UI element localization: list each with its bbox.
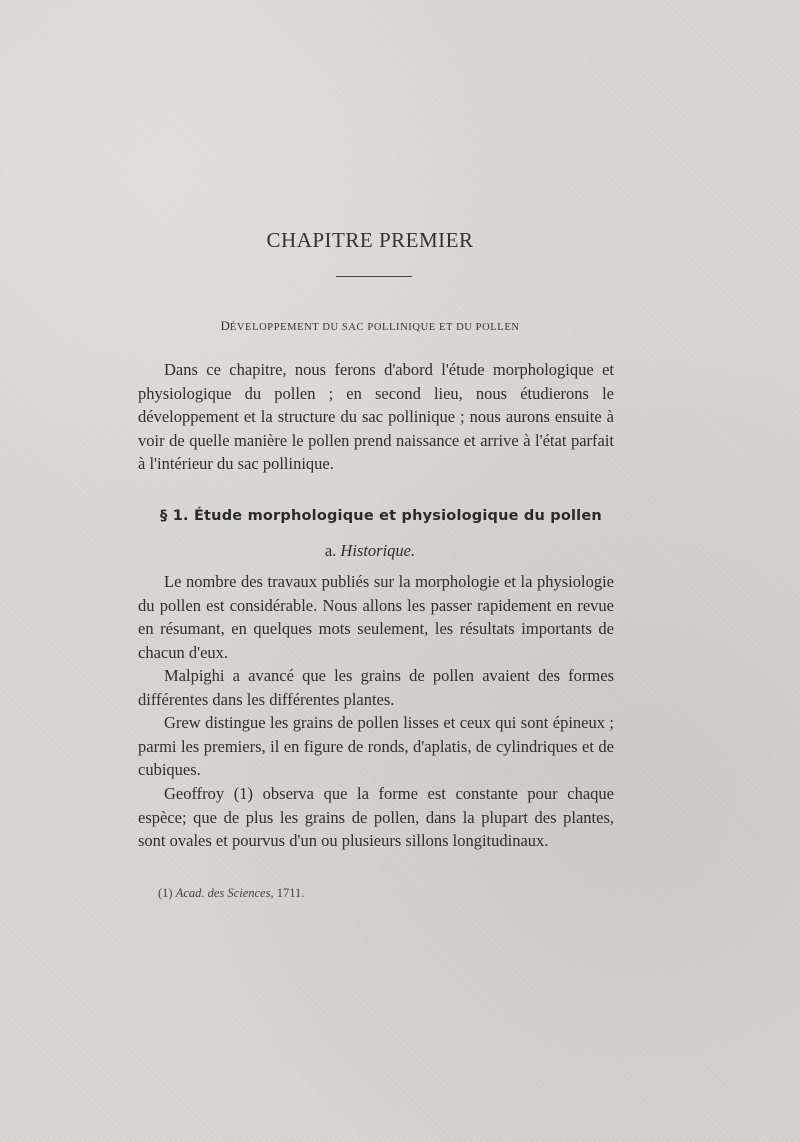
footnote — [158, 886, 304, 901]
paragraph-2: Malpighi a avancé que les grains de pollen avaient des formes différentes dans les différentes plantes. — [138, 666, 614, 709]
paragraph-4: Geoffroy (1) observa que la forme est constante pour chaque espèce; que de plus les grains de pollen, dans la plupart des plantes, sont ovales et pourvus d'un ou plusieurs sillons longitudinaux. — [138, 784, 614, 850]
subsection-heading — [0, 541, 740, 561]
paragraph-1: Le nombre des travaux publiés sur la morphologie et la physiologie du pollen est considérable. Nous allons les passer rapidement en revue en résumant, en quelques mots seulement, les résultats importants de chacun d'eux. — [138, 572, 614, 662]
subtitle-text: ÉVELOPPEMENT DU SAC POLLINIQUE ET DU POLLEN — [229, 322, 520, 333]
footnote-year: 1711. — [276, 886, 305, 900]
subtitle-initial: D — [220, 318, 230, 333]
intro-paragraph: Dans ce chapitre, nous ferons d'abord l'étude morphologique et physiologique du pollen ; en second lieu, nous étudierons le développement et la structure du sac pollinique ; nous aurons ensuite à voir de quelle manière le pollen prend naissance et arrive à l'état parfait à l'intérieur du sac pollinique. — [138, 360, 614, 473]
chapter-subtitle — [0, 318, 740, 334]
section-heading: § 1. Étude morphologique et physiologique du pollen — [160, 508, 602, 524]
subsection-letter: a. — [324, 541, 337, 560]
title-divider — [336, 276, 412, 277]
paragraph-3: Grew distingue les grains de pollen lisses et ceux qui sont épineux ; parmi les premiers, il en figure de ronds, d'aplatis, de cylindriques et de cubiques. — [138, 713, 614, 779]
subsection-title: Historique. — [340, 541, 416, 560]
chapter-title: CHAPITRE PREMIER — [266, 228, 474, 252]
footnote-marker: (1) — [158, 886, 173, 900]
footnote-source: Acad. des Sciences, — [175, 886, 274, 900]
